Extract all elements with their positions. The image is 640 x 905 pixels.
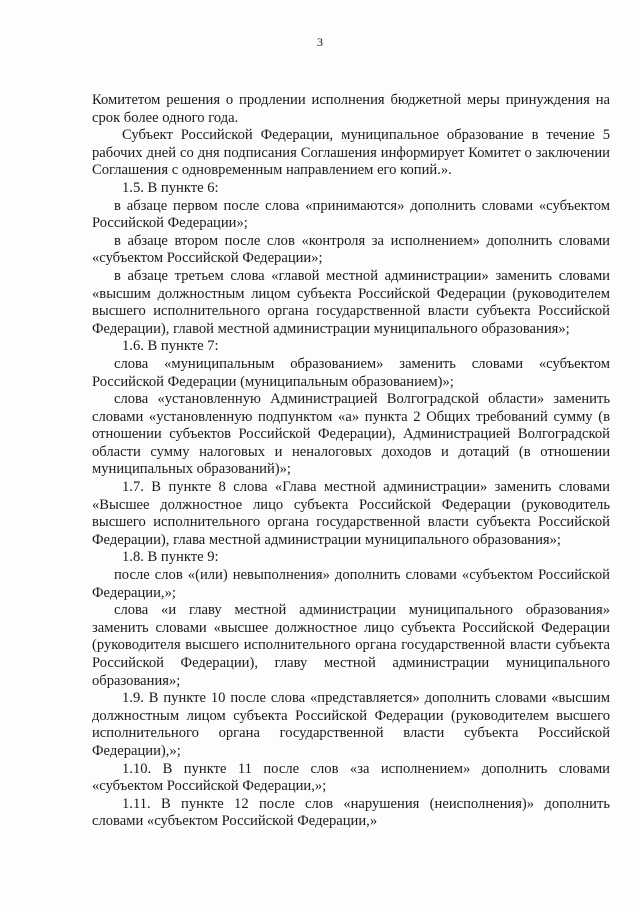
document-body xyxy=(92,92,610,831)
paragraph-6-text: в абзаце третьем слова «главой местной администрации» заменить словами «высшим должностным лицом субъекта Российской Федерации (руководителем высшего исполнительного органа государственной власти субъекта Российской Федерации), главой местной администрации муниципального образования»; xyxy=(92,267,610,337)
paragraph-4 xyxy=(92,198,610,233)
paragraph-2-text: Субъект Российской Федерации, муниципальное образование в течение 5 рабочих дней со дня подписания Соглашения информирует Комитет о заключении Соглашения с одновременным направлением его копий.». xyxy=(92,127,610,179)
paragraph-7-text: 1.6. В пункте 7: xyxy=(122,338,219,355)
paragraph-1-text: Комитетом решения о продлении исполнения бюджетной меры принуждения на срок более одного года. xyxy=(92,92,610,126)
paragraph-16-text: 1.11. В пункте 12 после слов «нарушения (неисполнения)» дополнить словами «субъектом Российской Федерации,» xyxy=(92,795,610,830)
paragraph-16 xyxy=(92,796,610,831)
paragraph-14-text: 1.9. В пункте 10 после слова «представляется» дополнить словами «высшим должностным лицом субъекта Российской Федерации (руководителем высшего исполнительного органа государственной власти субъекта Российской Федерации),»; xyxy=(92,690,610,759)
paragraph-3-text: 1.5. В пункте 6: xyxy=(122,179,219,196)
paragraph-13 xyxy=(92,602,610,690)
paragraph-9 xyxy=(92,391,610,479)
paragraph-12-text: после слов «(или) невыполнения» дополнить словами «субъектом Российской Федерации,»; xyxy=(92,567,610,601)
paragraph-10-text: 1.7. В пункте 8 слова «Глава местной администрации» заменить словами «Высшее должностное лицо субъекта Российской Федерации (руководитель высшего исполнительного органа государственной власти субъекта Российской Федерации), глава местной администрации муниципального образования»; xyxy=(92,479,610,548)
paragraph-12 xyxy=(92,567,610,602)
paragraph-9-text: слова «установленную Администрацией Волгоградской области» заменить словами «установленную подпунктом «а» пункта 2 Общих требований сумму (в отношении субъектов Российской Федерации), Администрацией Волгоградской области сумму налоговых и неналоговых доходов и дотаций (в отношении муниципальных образований)»; xyxy=(92,391,610,478)
paragraph-1 xyxy=(92,92,610,127)
paragraph-15 xyxy=(92,761,610,796)
paragraph-14 xyxy=(92,690,610,760)
paragraph-3 xyxy=(92,180,610,198)
paragraph-10 xyxy=(92,479,610,549)
paragraph-6 xyxy=(92,268,610,338)
paragraph-11 xyxy=(92,549,610,567)
paragraph-15-text: 1.10. В пункте 11 после слов «за исполнением» дополнить словами «субъектом Российской Федерации,»; xyxy=(92,760,610,795)
paragraph-13-text: слова «и главу местной администрации муниципального образования» заменить словами «высшее должностное лицо субъекта Российской Федерации (руководителя высшего исполнительного органа государственной власти субъекта Российской Федерации), главу местной администрации муниципального образования»; xyxy=(92,602,610,689)
paragraph-7 xyxy=(92,338,610,356)
paragraph-8 xyxy=(92,356,610,391)
paragraph-2 xyxy=(92,127,610,180)
paragraph-5 xyxy=(92,233,610,268)
paragraph-4-text: в абзаце первом после слова «принимаются» дополнить словами «субъектом Российской Федерации»; xyxy=(92,197,610,232)
page-number: 3 xyxy=(317,35,323,49)
paragraph-11-text: 1.8. В пункте 9: xyxy=(122,549,219,566)
paragraph-5-text: в абзаце втором после слов «контроля за исполнением» дополнить словами «субъектом Российской Федерации»; xyxy=(92,232,610,267)
paragraph-8-text: слова «муниципальным образованием» заменить словами «субъектом Российской Федерации (муниципальным образованием)»; xyxy=(92,355,610,390)
